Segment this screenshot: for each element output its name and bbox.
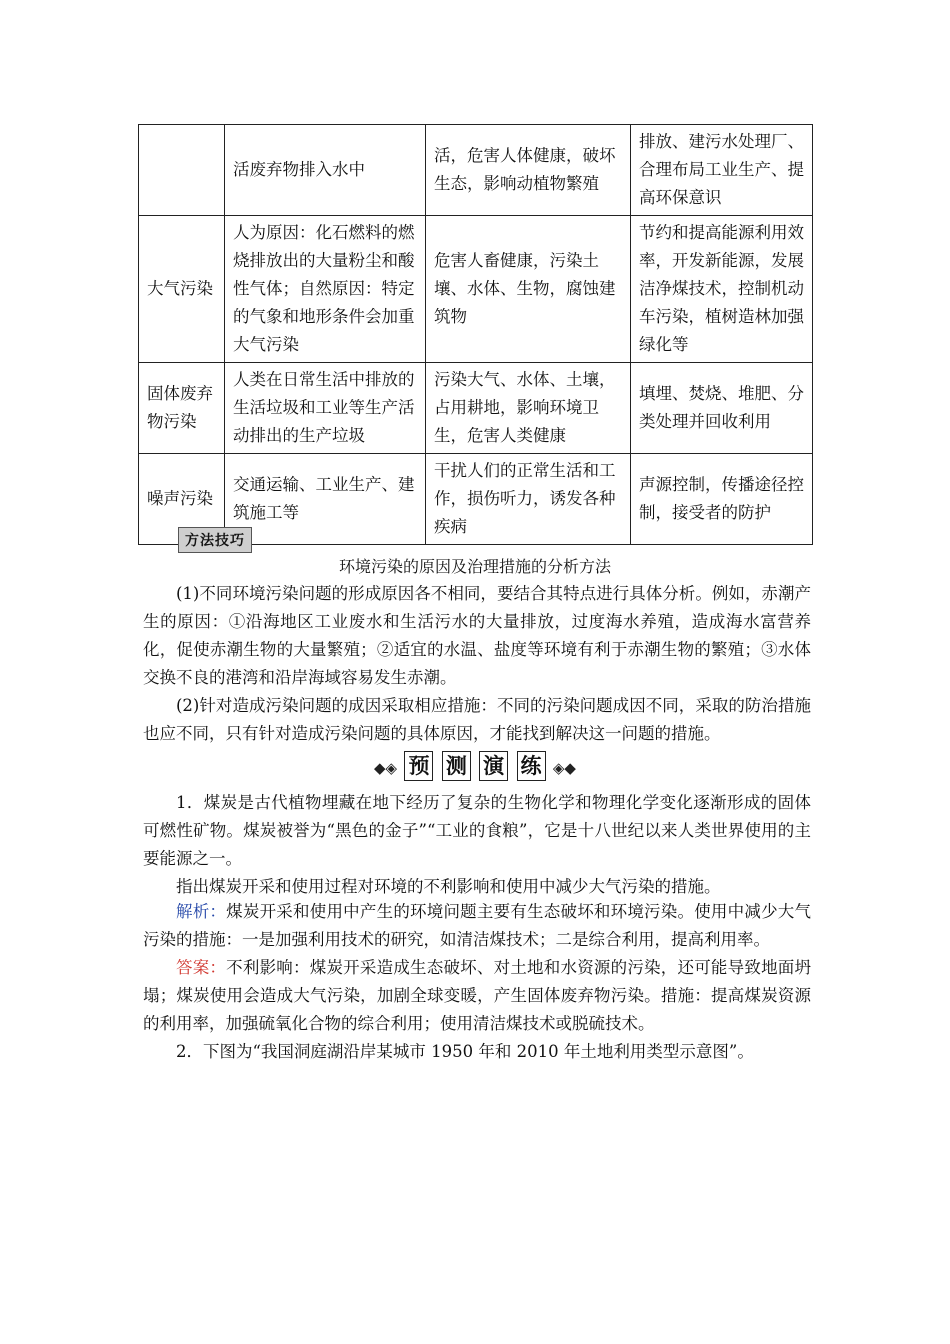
analysis-text: 煤炭开采和使用中产生的环境问题主要有生态破坏和环境污染。使用中减少大气污染的措施：一是加强利用技术的研究，如清洁煤技术；二是综合利用，提高利用率。: [143, 902, 812, 949]
diamond-left-icon: ◆◈: [374, 759, 398, 777]
section-banner: [0, 751, 950, 781]
banner-char: 演: [479, 751, 508, 781]
answer-text: 不利影响：煤炭开采造成生态破坏、对土地和水资源的污染，还可能导致地面坍塌；煤炭使用会造成大气污染，加剧全球变暖，产生固体废弃物污染。措施：提高煤炭资源的利用率，加强硫氧化合物的综合利用；使用清洁煤技术或脱硫技术。: [143, 958, 812, 1033]
q1-analysis: [143, 898, 811, 954]
banner-char: 预: [404, 751, 433, 781]
table-cell-cause: 交通运输、工业生产、建筑施工等: [225, 454, 426, 545]
table-row: [139, 216, 813, 363]
banner-char: 测: [442, 751, 471, 781]
diamond-right-icon: ◈◆: [552, 759, 576, 777]
table-row: [139, 363, 813, 454]
method-paragraph-1: (1)不同环境污染问题的形成原因各不相同，要结合其特点进行具体分析。例如，赤潮产生的原因：①沿海地区工业废水和生活污水的大量排放，过度海水养殖，造成海水富营养化，促使赤潮生物的大量繁殖；②适宜的水温、盐度等环境有利于赤潮生物的繁殖；③水体交换不良的港湾和沿岸海域容易发生赤潮。: [143, 584, 811, 687]
table-row: [139, 125, 813, 216]
pollution-table: [138, 124, 813, 545]
method-tag: 方法技巧: [178, 527, 252, 553]
table-cell-measure: 填埋、焚烧、堆肥、分类处理并回收利用: [631, 363, 813, 454]
table-cell-harm: 危害人畜健康，污染土壤、水体、生物，腐蚀建筑物: [426, 216, 631, 363]
table-cell-cause: 活废弃物排入水中: [225, 125, 426, 216]
analysis-label: 解析：: [176, 902, 227, 921]
method-paragraph-2: (2)针对造成污染问题的成因采取相应措施：不同的污染问题成因不同，采取的防治措施也应不同，只有针对造成污染问题的具体原因，才能找到解决这一问题的措施。: [143, 696, 811, 743]
table-cell-cause: 人类在日常生活中排放的生活垃圾和工业等生产活动排出的生产垃圾: [225, 363, 426, 454]
table-cell-harm: 干扰人们的正常生活和工作，损伤听力，诱发各种疾病: [426, 454, 631, 545]
table-cell-cause: 人为原因：化石燃料的燃烧排放出的大量粉尘和酸性气体；自然原因：特定的气象和地形条件会加重大气污染: [225, 216, 426, 363]
method-title: 环境污染的原因及治理措施的分析方法: [338, 557, 611, 576]
table-cell-type: 噪声污染: [139, 454, 225, 545]
q2-stem: 2．下图为“我国洞庭湖沿岸某城市 1950 年和 2010 年土地利用类型示意图”。: [176, 1042, 754, 1061]
table-cell-measure: 声源控制，传播途径控制，接受者的防护: [631, 454, 813, 545]
table-cell-type: 固体废弃物污染: [139, 363, 225, 454]
answer-label: 答案：: [176, 958, 227, 977]
table-cell-harm: 活，危害人体健康，破坏生态，影响动植物繁殖: [426, 125, 631, 216]
table-cell-measure: 节约和提高能源利用效率，开发新能源，发展洁净煤技术，控制机动车污染，植树造林加强绿化等: [631, 216, 813, 363]
table-cell-type: 大气污染: [139, 216, 225, 363]
table-cell-measure: 排放、建污水处理厂、合理布局工业生产、提高环保意识: [631, 125, 813, 216]
q1-ask: 指出煤炭开采和使用过程对环境的不利影响和使用中减少大气污染的措施。: [176, 877, 721, 896]
table-cell-type: [139, 125, 225, 216]
q1-answer: [143, 954, 811, 1038]
q1-stem: 1．煤炭是古代植物埋藏在地下经历了复杂的生物化学和物理化学变化逐渐形成的固体可燃性矿物。煤炭被誉为“黑色的金子”“工业的食粮”，它是十八世纪以来人类世界使用的主要能源之一。: [143, 793, 811, 868]
table-cell-harm: 污染大气、水体、土壤，占用耕地，影响环境卫生，危害人类健康: [426, 363, 631, 454]
banner-char: 练: [517, 751, 546, 781]
